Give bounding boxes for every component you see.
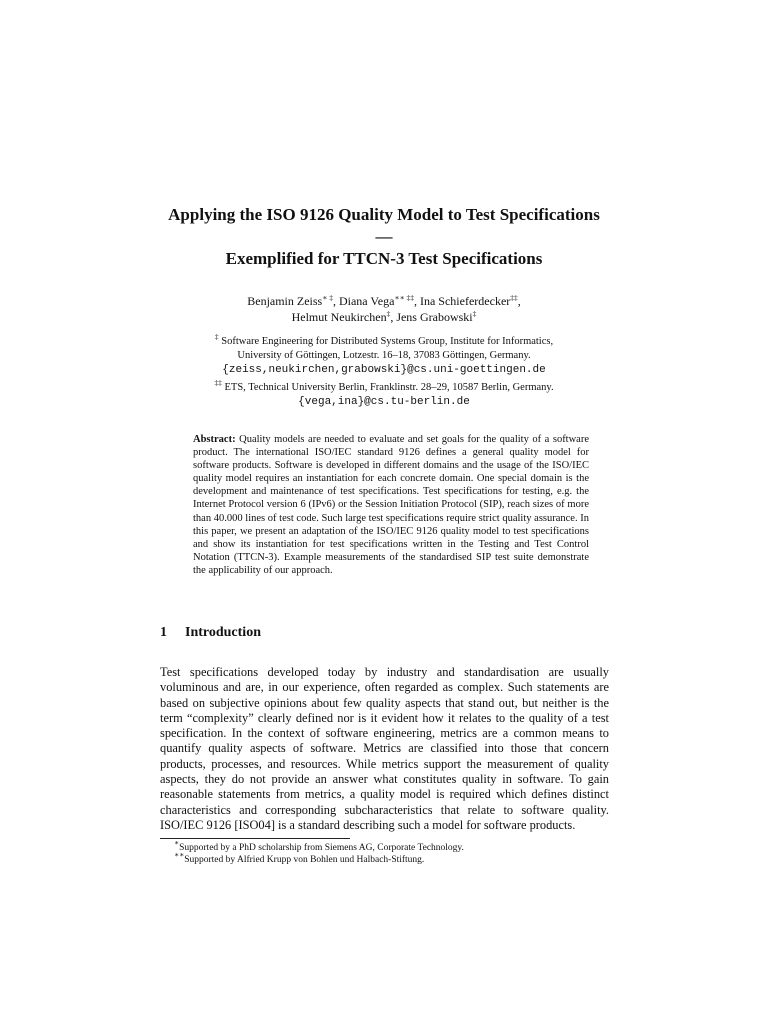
author-grabowski-marks: ‡ xyxy=(472,309,477,318)
author-vega-marks: ∗∗ ‡‡ xyxy=(394,293,414,302)
author-vega: Diana Vega xyxy=(338,294,395,308)
affiliation-berlin-email: {vega,ina}@cs.tu-berlin.de xyxy=(298,396,470,408)
footnote-rule xyxy=(160,838,350,839)
author-grabowski: Jens Grabowski xyxy=(396,310,473,324)
footnotes xyxy=(160,838,609,866)
affiliation-goettingen-email: {zeiss,neukirchen,grabowski}@cs.uni-goettingen.de xyxy=(222,364,546,376)
author-neukirchen-marks: ‡ xyxy=(386,309,391,318)
abstract-text: Quality models are needed to evaluate and set goals for the quality of a software product. The international ISO/IEC standard 9126 defines a general quality model for software products. Software is developed in different domains and the usage of the ISO/IEC quality model requires an instantiation for each concrete domain. One special domain is the development and maintenance of test specifications. Test specifications for testing, e.g. the Internet Protocol version 6 (IPv6) or the Session Initiation Protocol (SIP), reach sizes of more than 40.000 lines of test code. Such large test specifications require strict quality assurance. In this paper, we present an adaptation of the ISO/IEC 9126 quality model to test specifications and show its instantiation for test specifications written in the Testing and Test Control Notation (TTCN-3). Example measurements of the standardised SIP test suite demonstrate the applicability of our approach. xyxy=(193,434,590,576)
title-dash: — xyxy=(375,227,393,246)
abstract-label: Abstract: xyxy=(193,434,236,445)
section-title: Introduction xyxy=(185,625,261,640)
title-line-1: Applying the ISO 9126 Quality Model to Test Specifications xyxy=(168,205,600,224)
author-separator: , xyxy=(517,294,521,308)
section-number: 1 xyxy=(160,625,167,640)
author-separator: , xyxy=(390,310,397,324)
author-neukirchen: Helmut Neukirchen xyxy=(291,310,387,324)
intro-paragraph: Test specifications developed today by industry and standardisation are usually voluminous and are, in our experience, often regarded as complex. Such statements are based on subjective opinions about few quality aspects that stand out, but neither is the term “complexity” clearly defined nor is it evident how it relates to the quality of a test specification. In the context of software engineering, metrics are a common means to quantify quality aspects of software. Metrics are classified into those that concern products, processes, and resources. While metrics support the measurement of quality aspects, they do not provide an answer what constitutes quality in software. To gain reasonable statements from metrics, a quality model is required which defines distinct characteristics and corresponding subcharacteristics that relate to software quality. ISO/IEC 9126 [ISO04] is a standard describing such a model for software products. xyxy=(160,665,609,832)
paper-title xyxy=(0,204,768,270)
author-line-2 xyxy=(0,309,768,325)
footnote: ∗Supported by a PhD scholarship from Siemens AG, Corporate Technology. xyxy=(174,838,464,853)
author-list xyxy=(0,293,768,325)
affiliation-goettingen xyxy=(0,332,768,377)
affiliation-berlin xyxy=(0,378,768,409)
affiliation-mark: ‡ xyxy=(214,332,219,341)
author-zeiss-marks: ∗ ‡ xyxy=(322,293,333,302)
affiliation-berlin-line-1: ‡‡ ETS, Technical University Berlin, Franklinstr. 28–29, 10587 Berlin, Germany. xyxy=(214,378,554,393)
abstract xyxy=(193,433,589,577)
author-zeiss: Benjamin Zeiss xyxy=(247,294,323,308)
author-separator: , xyxy=(413,294,420,308)
author-schieferdecker-marks: ‡‡ xyxy=(510,293,518,302)
author-separator: , xyxy=(332,294,339,308)
author-schieferdecker: Ina Schieferdecker xyxy=(419,294,511,308)
affiliation-mark: ‡‡ xyxy=(214,378,222,387)
author-line-1 xyxy=(0,293,768,309)
affiliation-goettingen-line-1: ‡ Software Engineering for Distributed Systems Group, Institute for Informatics, xyxy=(214,332,554,347)
title-line-2: Exemplified for TTCN-3 Test Specifications xyxy=(225,249,543,268)
section-heading xyxy=(160,625,261,641)
affiliation-goettingen-line-2: University of Göttingen, Lotzestr. 16–18, 37083 Göttingen, Germany. xyxy=(237,350,531,361)
footnote: ∗∗Supported by Alfried Krupp von Bohlen und Halbach-Stiftung. xyxy=(174,850,425,865)
